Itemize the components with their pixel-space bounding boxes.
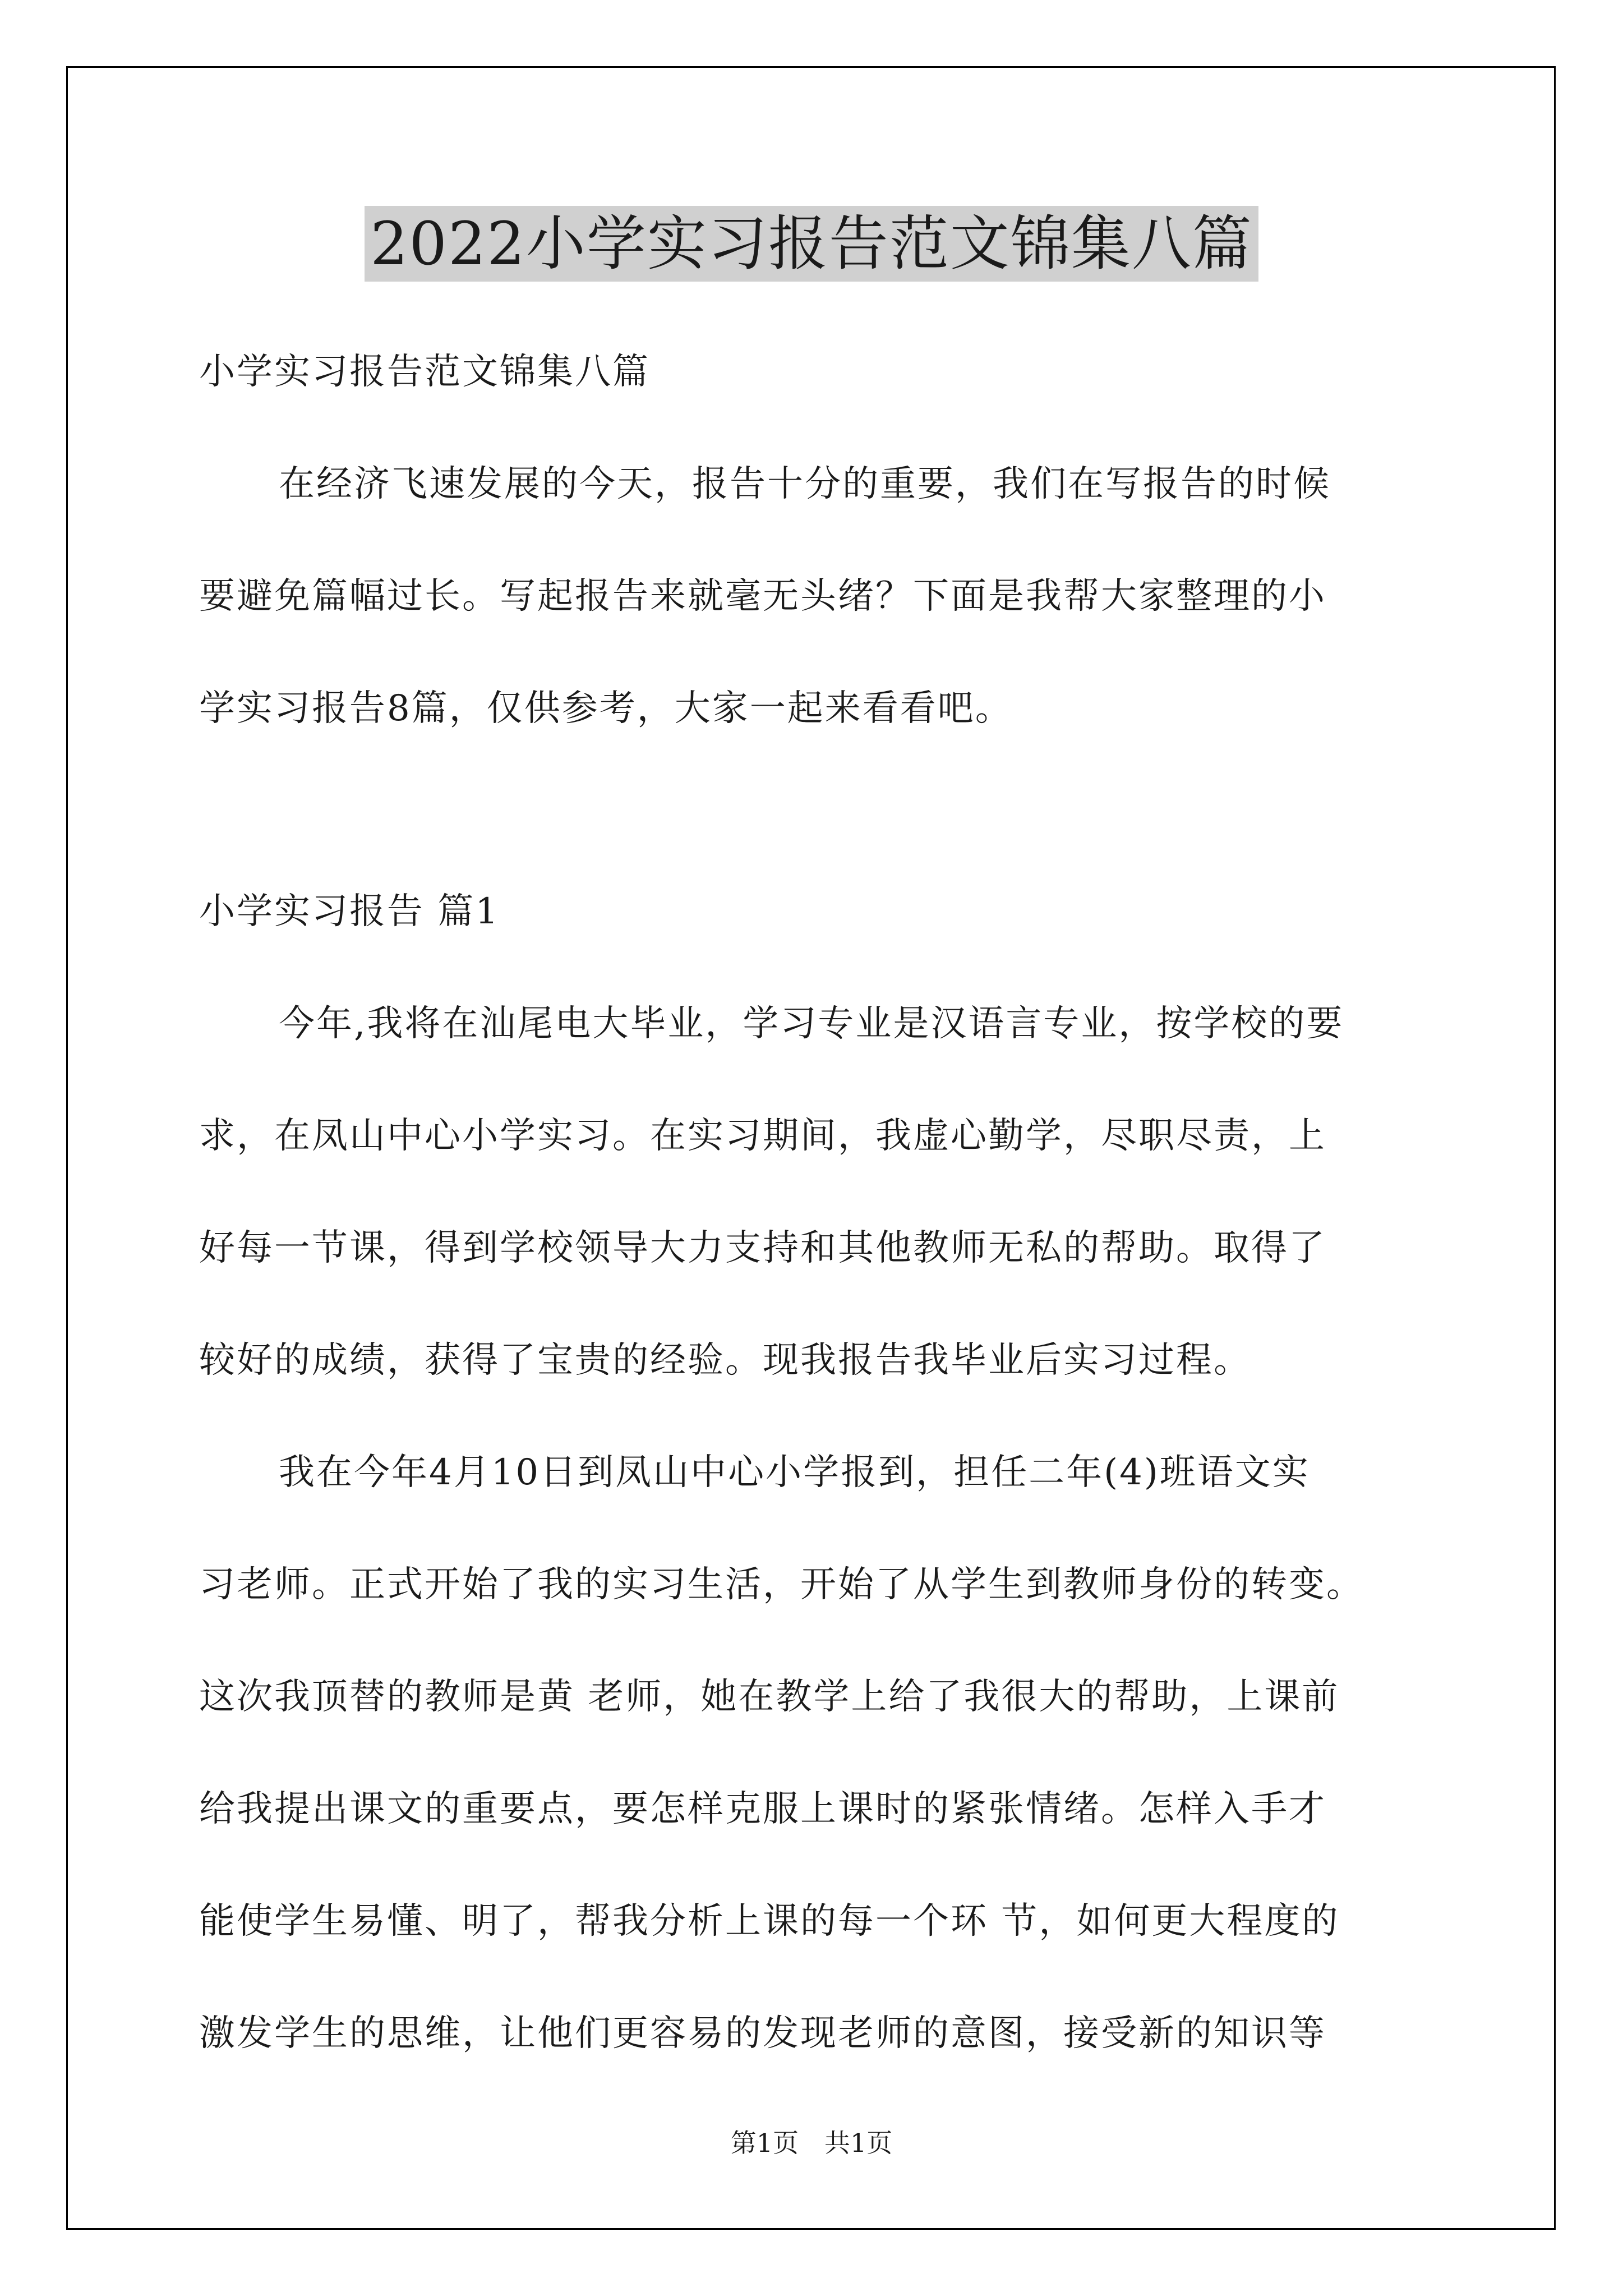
paragraph-line: 习老师。正式开始了我的实习生活，开始了从学生到教师身份的转变。: [199, 1564, 1364, 1605]
paragraph-line: 我在今年4月10日到凤山中心小学报到，担任二年(4)班语文实: [279, 1452, 1310, 1493]
paragraph-line: 这次我顶替的教师是黄 老师，她在教学上给了我很大的帮助，上课前: [199, 1676, 1340, 1718]
document-title: [0, 202, 1623, 286]
page-number: 第1页 共1页: [730, 2128, 893, 2158]
paragraph-line: 求，在凤山中心小学实习。在实习期间，我虚心勤学，尽职尽责，上: [199, 1115, 1326, 1157]
paragraph-line: 能使学生易懂、明了，帮我分析上课的每一个环 节，如何更大程度的: [199, 1901, 1340, 1942]
document-title-text: 2022小学实习报告范文锦集八篇: [365, 206, 1258, 282]
document-subtitle: 小学实习报告范文锦集八篇: [199, 351, 650, 393]
section-heading: 小学实习报告 篇1: [199, 891, 500, 932]
intro-line: 在经济飞速发展的今天，报告十分的重要，我们在写报告的时候: [279, 463, 1331, 505]
intro-line: 学实习报告8篇，仅供参考，大家一起来看看吧。: [199, 688, 1013, 729]
paragraph-line: 给我提出课文的重要点，要怎样克服上课时的紧张情绪。怎样入手才: [199, 1788, 1326, 1830]
paragraph-line: 今年,我将在汕尾电大毕业，学习专业是汉语言专业，按学校的要: [279, 1003, 1344, 1045]
paragraph-line: 激发学生的思维，让他们更容易的发现老师的意图，接受新的知识等: [199, 2013, 1326, 2054]
paragraph-line: 好每一节课，得到学校领导大力支持和其他教师无私的帮助。取得了: [199, 1227, 1326, 1269]
intro-line: 要避免篇幅过长。写起报告来就毫无头绪？下面是我帮大家整理的小: [199, 576, 1326, 617]
paragraph-line: 较好的成绩，获得了宝贵的经验。现我报告我毕业后实习过程。: [199, 1340, 1251, 1381]
